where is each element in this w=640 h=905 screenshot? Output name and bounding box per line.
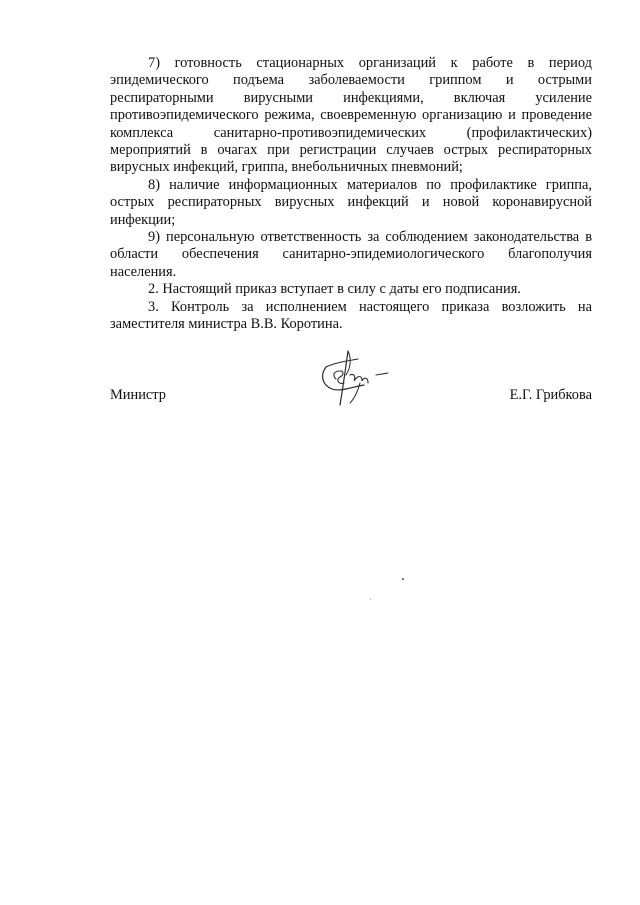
paragraph-item-7: 7) готовность стационарных организаций к работе в период эпидемического подъема заболеваемости гриппом и острыми респираторными вирусными инфекциями, включая усиление противоэпидемического режима, своевременную организацию и проведение комплекса санитарно-противоэпидемических (профилактических) мероприятий в очагах при регистрации случаев острых респираторных вирусных инфекций, гриппа, внебольничных пневмоний; (110, 55, 592, 176)
paragraph-item-9: 9) персональную ответственность за соблюдением законодательства в области обеспечения санитарно-эпидемиологического благополучия населения. (110, 229, 592, 280)
signature-block (110, 387, 592, 407)
paragraph-item-8: 8) наличие информационных материалов по профилактике гриппа, острых респираторных вирусных инфекций и новой коронавирусной инфекции; (110, 176, 592, 228)
order-text (110, 55, 592, 334)
paragraph-control: 3. Контроль за исполнением настоящего приказа возложить на заместителя министра В.В. Коротина. (110, 298, 592, 333)
paragraph-effective-date: 2. Настоящий приказ вступает в силу с даты его подписания. (148, 281, 521, 298)
signer-name: Е.Г. Грибкова (509, 387, 592, 403)
signer-title: Министр (110, 387, 166, 403)
scan-speck (370, 599, 371, 600)
scan-speck (402, 578, 404, 580)
